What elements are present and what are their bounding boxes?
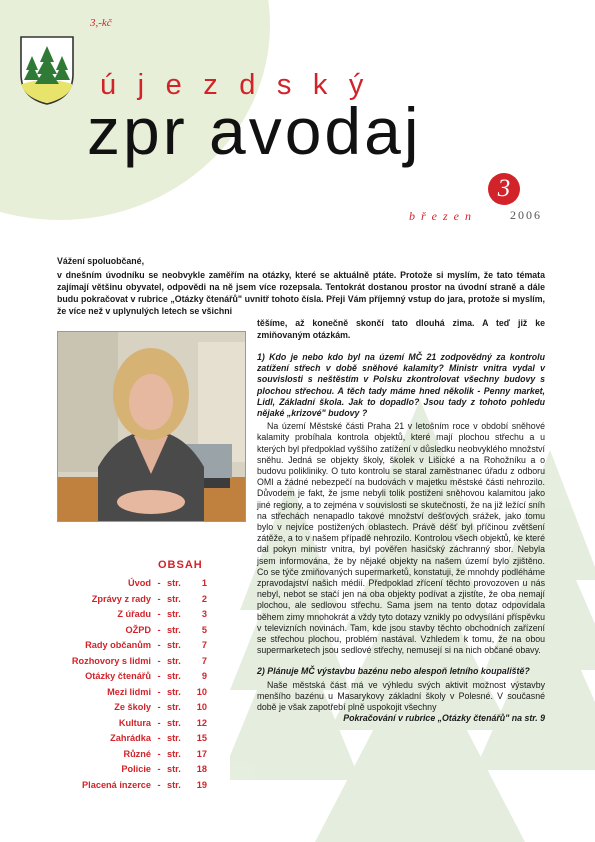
- toc-str-label: str.: [167, 593, 181, 604]
- intro-continuation: těšíme, až konečně skončí tato dlouhá zima. A teď již ke zmiňovaným otázkám.: [257, 318, 545, 340]
- toc-item-page: 2: [201, 593, 207, 604]
- issue-month: březen: [409, 209, 477, 223]
- question-2: 2) Plánuje MČ výstavbu bazénu nebo alespoň letního koupaliště?: [257, 666, 530, 677]
- toc-dash: -: [157, 655, 161, 666]
- toc-item[interactable]: [57, 687, 207, 703]
- toc-dash: -: [157, 717, 161, 728]
- toc-item[interactable]: [57, 749, 207, 765]
- toc-str-label: str.: [167, 578, 181, 588]
- price-label: 3,-kč: [90, 17, 112, 29]
- mayor-photo: [57, 331, 246, 522]
- toc-item-name: Rozhovory s lidmi: [71, 655, 151, 666]
- toc-item-page: 7: [201, 655, 207, 666]
- toc-str-label: str.: [167, 702, 181, 712]
- toc-title: OBSAH: [158, 559, 203, 571]
- toc-item-page: 3: [201, 609, 207, 619]
- issue-year: 2006: [510, 208, 542, 222]
- toc-item-name: Z úřadu: [117, 609, 151, 619]
- answer-2: Naše městská část má ve výhledu svých aktivit možnost výstavby menšího bazénu u Masarykovy základní školy v Polesné. V současné době je však zapotřebí plně uspokojit všechny: [257, 679, 545, 713]
- intro-paragraph: v dnešním úvodníku se neobvykle zaměřím na otázky, které se aktuálně ptáte. Protože si myslím, že tato témata zajímají většinu obyvatel, odpovědi na ně jsem více rozepsala. Tentokrát dostanou prostor na úvodní straně a dále budu pokračovat v rubrice „Otázky čtenářů" uvnitř tohoto čísla. Přeji Vám příjemný vstup do jara, protože si myslím, že více než v uplynulých letech se všichni: [57, 270, 545, 316]
- toc-item[interactable]: [57, 578, 207, 594]
- toc-item[interactable]: [57, 733, 207, 749]
- toc-str-label: str.: [167, 733, 181, 743]
- toc-item-page: 1: [201, 578, 207, 588]
- toc-str-label: str.: [167, 717, 181, 728]
- toc-str-label: str.: [167, 624, 181, 635]
- toc-str-label: str.: [167, 748, 181, 759]
- toc-item[interactable]: [57, 671, 207, 687]
- toc-item-page: 10: [196, 686, 207, 697]
- toc-str-label: str.: [167, 764, 181, 774]
- toc-item[interactable]: [57, 640, 207, 656]
- toc-item-name: Policie: [121, 764, 151, 774]
- toc-item-name: Zprávy z rady: [91, 593, 151, 604]
- toc-item-name: Různé: [123, 748, 151, 759]
- issue-number-badge: 3: [488, 173, 520, 205]
- toc-item-page: 18: [196, 764, 207, 774]
- toc-dash: -: [157, 578, 161, 588]
- toc-item-page: 19: [196, 779, 207, 790]
- toc-item-name: Zahrádka: [110, 733, 151, 743]
- toc-item[interactable]: [57, 594, 207, 610]
- question-1: 1) Kdo je nebo kdo byl na území MČ 21 zodpovědný za kontrolu zatížení střech v době sněhové kalamity? Ministr vnitra vydal v souvislosti s neštěstím v Polsku zkontrolovat všechny budovy s plochou střechou. A těch tady máme hned několik - Penny market, Lidl, Základní škola. Jak to dopadlo? Jsou tady z tohoto pohledu nějaké „krizové" budovy ?: [257, 352, 545, 419]
- toc-dash: -: [157, 748, 161, 759]
- toc-item-name: OŽPD: [125, 624, 151, 635]
- continued-link[interactable]: Pokračování v rubrice „Otázky čtenářů" na str. 9: [343, 713, 545, 724]
- coat-of-arms-trees-icon: [18, 34, 76, 106]
- toc-item[interactable]: [57, 764, 207, 780]
- article-column: [257, 352, 545, 725]
- toc-item-page: 15: [196, 733, 207, 743]
- toc-item-page: 7: [201, 640, 207, 650]
- masthead-title-main: zpr avodaj: [87, 94, 422, 168]
- answer-1: Na území Městské části Praha 21 v letošním roce v období sněhové kalamity probíhala kontrola objektů, které mají plochou střechu a u kterých byl předpoklad vyššího zatížení v důsledku neobvyklého množství sněhu. Jedná se objekty školy, školek v Lišické a na Rohožníku a o budovu polikliniky. O tuto kontrolu se staral zaměstnanec úřadu z odboru OMI a žádné nebezpečí na budovách v majetku městské části nehrozilo. Důvodem je fakt, že jsme nebyli tolik postiženi sněhovou kalamitou jako jiné regiony, a to zejména v souvislosti se skutečností, že na již ležící sníh na střechách nenapadlo takové množství dešťových srážek, jako tomu bylo v nejvíce postižených oblastech. Právě déšť byl příčinou zvětšení zátěže, a to v našem případě nehrozilo. Kontrolou všech objektů, ke které dal pokyn ministr vnitra, byl pověřen hasičský záchranný sbor. Nebyla jsem informována, že by nějaké objekty na našem území bylo zjištěno. Co se týče zmiňovaných supermarketů, konstatuji, že mnohdy podléháme zpravodajství našich médií. Předpoklad zřícení těchto provozoven u nás nebyl, nebot se stačí jen na oba objekty podívat a zjistíte, že oba nemají plochou, ale sedlovou střechu. Sama jsem na tento dotaz odpovídala během zimy mnohokrát a vždy tyto dotazy vznikly po odvysílání příspěvku v televizních novinách. Tam, kde jsou stavby těchto obchodních zařízení se střechou plochou, problém nastával. Vzhledem k tomu, že na obou supermarketech jsou sedlové střechy, nemusejí si na nich občané obavy.: [257, 421, 545, 656]
- toc-str-label: str.: [167, 609, 181, 619]
- toc-dash: -: [157, 779, 161, 790]
- toc-item-name: Úvod: [128, 578, 151, 588]
- toc-dash: -: [157, 609, 161, 619]
- toc-item[interactable]: [57, 609, 207, 625]
- toc-dash: -: [157, 640, 161, 650]
- toc-dash: -: [157, 686, 161, 697]
- toc-item-page: 12: [196, 717, 207, 728]
- toc-item-name: Mezi lidmi: [107, 686, 151, 697]
- toc-item[interactable]: [57, 718, 207, 734]
- toc-str-label: str.: [167, 671, 181, 681]
- toc-item-page: 9: [201, 671, 207, 681]
- toc-item[interactable]: [57, 625, 207, 641]
- table-of-contents: [57, 578, 207, 795]
- toc-dash: -: [157, 593, 161, 604]
- toc-item-name: Ze školy: [114, 702, 151, 712]
- toc-str-label: str.: [167, 655, 181, 666]
- toc-dash: -: [157, 733, 161, 743]
- toc-dash: -: [157, 624, 161, 635]
- toc-item[interactable]: [57, 702, 207, 718]
- toc-item[interactable]: [57, 780, 207, 796]
- toc-item-page: 10: [196, 702, 207, 712]
- toc-dash: -: [157, 671, 161, 681]
- toc-item-name: Otázky čtenářů: [85, 671, 151, 681]
- toc-dash: -: [157, 764, 161, 774]
- toc-item-page: 17: [196, 748, 207, 759]
- toc-item-name: Rady občanům: [85, 640, 151, 650]
- toc-dash: -: [157, 702, 161, 712]
- greeting: Vážení spoluobčané,: [57, 256, 145, 266]
- toc-item-name: Kultura: [118, 717, 151, 728]
- toc-item[interactable]: [57, 656, 207, 672]
- toc-str-label: str.: [167, 686, 181, 697]
- toc-str-label: str.: [167, 640, 181, 650]
- toc-str-label: str.: [167, 779, 181, 790]
- toc-item-page: 5: [201, 624, 207, 635]
- toc-item-name: Placená inzerce: [82, 779, 151, 790]
- masthead-title-top: újezdský: [100, 69, 385, 101]
